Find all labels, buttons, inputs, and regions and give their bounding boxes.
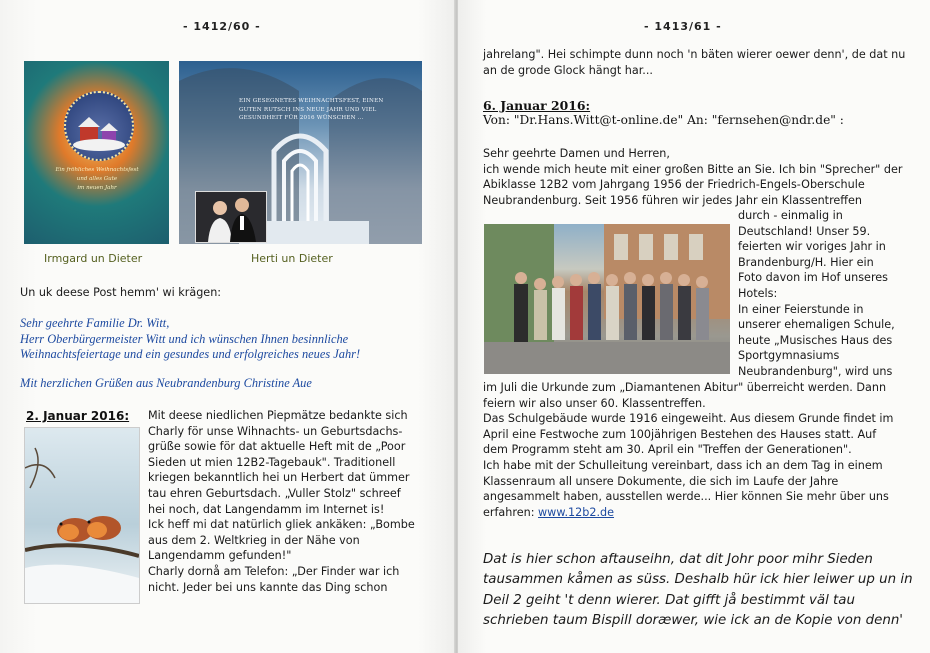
right-page bbox=[458, 0, 930, 653]
body-line: feierten wir voriges Jahr in bbox=[738, 240, 886, 254]
jan2-body bbox=[148, 408, 448, 595]
body-line: Foto davon im Hof unseres bbox=[738, 271, 889, 285]
email-line: Von: "Dr.Hans.Witt@t-online.de" An: "fernsehen@ndr.de" : bbox=[483, 113, 844, 127]
body-line: Neubrandenburg. Seit 1956 führen wir jedes Jahr ein Klassentreffen bbox=[483, 193, 862, 207]
top-continuation bbox=[483, 47, 923, 78]
body-line: Klassenraum all unsere Dokumente, die sich im Laufe der Jahre bbox=[483, 474, 839, 488]
greeting-signature: Mit herzlichen Grüßen aus Neubrandenburg Christine Aue bbox=[20, 375, 312, 390]
letter-side-text bbox=[738, 208, 928, 380]
body-line: durch - einmalig in bbox=[738, 209, 843, 222]
body-line: feiern wir also unser 60. Klassentreffen. bbox=[483, 396, 706, 410]
card1-line-2: und alles Gute bbox=[76, 176, 118, 182]
greeting-line: Weihnachtsfeiertage und ein gesundes und erfolgreiches neues Jahr! bbox=[20, 347, 361, 361]
right-page-number: - 1413/61 - bbox=[644, 20, 722, 33]
card1-caption: Irmgard un Dieter bbox=[44, 252, 143, 265]
link-prefix: erfahren: bbox=[483, 505, 539, 519]
closing-line: Dat is hier schon aftauseihn, dat dit Johr poor mihr Sieden bbox=[483, 552, 873, 567]
left-page bbox=[0, 0, 455, 653]
body-line: Sportgymnasiums bbox=[738, 349, 840, 363]
link-line bbox=[483, 505, 928, 521]
body-line: Charly dornå am Telefon: „Der Finder war ich bbox=[148, 564, 400, 578]
card1-line-1: Ein fröhliches Weihnachtsfest bbox=[55, 167, 139, 173]
body-line: Sieden ut mien 12B2-Tagebauk". Traditionell bbox=[148, 455, 396, 469]
card1-line-3: im neuen Jahr bbox=[77, 185, 117, 191]
closing-line: schrieben taum Bispill doræwer, wie ick an de Kopie von denn' bbox=[483, 613, 903, 629]
body-line: aus dem 2. Weltkrieg in der Nähe von bbox=[148, 533, 360, 547]
letter-body bbox=[483, 380, 928, 520]
greeting-line: Sehr geehrte Familie Dr. Witt, bbox=[20, 316, 170, 330]
body-line: Mit deese niedlichen Piepmätze bedankte sich bbox=[148, 409, 408, 422]
intro-text: Un uk deese Post hemm' wi krägen: bbox=[20, 286, 222, 299]
body-line: angesammelt haben, ausstellen werde... Hier können Sie mehr über uns bbox=[483, 490, 889, 504]
christmas-card-2 bbox=[179, 61, 422, 244]
body-line: Neubrandenburg", wird uns bbox=[738, 364, 893, 378]
greeting-block bbox=[20, 316, 360, 391]
card2-line-3: GESUNDHEIT FÜR 2016 WÜNSCHEN ... bbox=[239, 115, 364, 121]
body-line: Abiklasse 12B2 vom Jahrgang 1956 der Friedrich-Engels-Oberschule bbox=[483, 178, 865, 192]
body-line: Langendamm gefunden!" bbox=[148, 549, 292, 563]
group-photo bbox=[484, 224, 730, 374]
body-line: im Juli die Urkunde zum „Diamantenen Abitur" überreicht werden. Dann bbox=[483, 381, 887, 394]
body-line: Ich habe mit der Schulleitung vereinbart, dass ich an dem Tag in einem bbox=[483, 458, 883, 472]
greeting-line: Herr Oberbürgermeister Witt und ich wünschen Ihnen besinnliche bbox=[20, 331, 349, 346]
body-line: heute „Musisches Haus des bbox=[738, 333, 893, 347]
date-heading-jan6: 6. Januar 2016: bbox=[483, 98, 591, 113]
closing-line: Deil 2 geiht 't denn wierer. Dat gifft jå bestimmt väl tau bbox=[483, 592, 856, 608]
body-line: In einer Feierstunde in bbox=[738, 302, 864, 316]
body-line: Hotels: bbox=[738, 286, 778, 300]
card2-caption: Herti un Dieter bbox=[251, 252, 333, 265]
body-line: dem Programm steht am 30. April ein "Treffen der Generationen". bbox=[483, 443, 852, 457]
card2-line-2: GUTEN RUTSCH INS NEUE JAHR UND VIEL bbox=[239, 106, 377, 113]
letter-intro bbox=[483, 146, 928, 208]
robin-card bbox=[24, 427, 140, 604]
body-line: an de grode Glock hängt har... bbox=[483, 63, 653, 77]
closing-paragraph bbox=[483, 550, 928, 632]
website-link[interactable]: www.12b2.de bbox=[538, 505, 615, 519]
body-line: unserer ehemaligen Schule, bbox=[738, 318, 895, 332]
body-line: grüße sowie för dat aktuelle Heft mit de „Poor bbox=[148, 440, 406, 454]
salutation: Sehr geehrte Damen und Herren, bbox=[483, 147, 670, 160]
body-line: Charly för unse Wihnachts- un Geburtsdachs- bbox=[148, 424, 403, 438]
winter-scene-icon bbox=[64, 91, 134, 161]
card2-line-1: EIN GESEGNETES WEIHNACHTSFEST, EINEN bbox=[239, 98, 384, 104]
body-line: ich wende mich heute mit einer großen Bitte an Sie. Ich bin "Sprecher" der bbox=[483, 162, 903, 176]
body-line: nicht. Jeder bei uns kannte das Ding schon bbox=[148, 580, 388, 594]
body-line: Ick heff mi dat natürlich gliek ankäken: „Bombe bbox=[148, 518, 415, 532]
left-page-number: - 1412/60 - bbox=[183, 20, 261, 33]
body-line: kriegen bekanntlich hei un Herbert dat ümmer bbox=[148, 471, 410, 485]
couple-photo bbox=[195, 191, 267, 243]
body-line: jahrelang". Hei schimpte dunn noch 'n bäten wierer oewer denn', de dat nu bbox=[483, 48, 906, 61]
body-line: hei noch, dat Langendamm im Internet is! bbox=[148, 502, 385, 516]
body-line: Brandenburg/H. Hier ein bbox=[738, 255, 874, 269]
body-line: Das Schulgebäude wurde 1916 eingeweiht. Aus diesem Grunde findet im bbox=[483, 412, 894, 426]
date-heading-jan2: 2. Januar 2016: bbox=[26, 409, 130, 423]
christmas-card-1 bbox=[24, 61, 169, 244]
body-line: April eine Festwoche zum 100jährigen Bestehen des Hauses statt. Auf bbox=[483, 427, 877, 441]
closing-line: tausammen kåmen as süss. Deshalb hür ick hier leiwer up un in bbox=[483, 572, 913, 588]
body-line: Deutschland! Unser 59. bbox=[738, 224, 871, 238]
body-line: tau ehren Geburtsdach. „Vuller Stolz" schreef bbox=[148, 486, 401, 500]
